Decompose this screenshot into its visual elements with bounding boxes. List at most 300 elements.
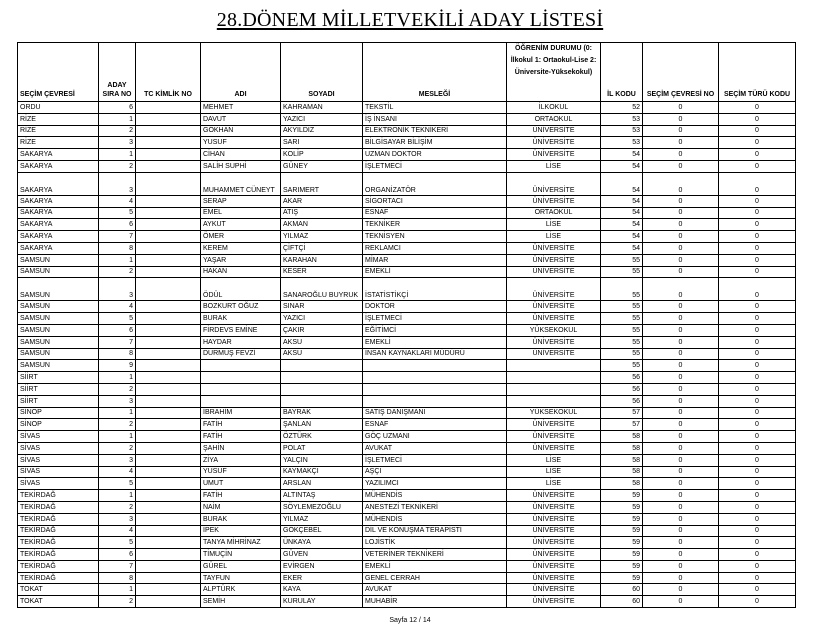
table-row: [18, 348, 796, 360]
cell-soyadi: POLAT: [281, 442, 363, 454]
cell-soyadi: AKAR: [281, 195, 363, 207]
cell-il-kodu: 59: [601, 560, 643, 572]
cell-meslegi: İNSAN KAYNAKLARI MÜDÜRÜ: [363, 348, 507, 360]
cell-aday-sira-no: 2: [99, 419, 136, 431]
cell-ogrenim-durumu: ÜNİVERSİTE: [507, 278, 601, 301]
cell-secim-cevresi: TEKİRDAĞ: [18, 490, 99, 502]
cell-il-kodu: 55: [601, 278, 643, 301]
cell-secim-cevresi-no: 0: [643, 395, 719, 407]
cell-il-kodu: 52: [601, 102, 643, 114]
cell-adi: YAŞAR: [201, 254, 281, 266]
cell-adi: DAVUT: [201, 113, 281, 125]
cell-tc-kimlik-no: [136, 360, 201, 372]
cell-secim-cevresi: SİVAS: [18, 466, 99, 478]
header-il-kodu: İL KODU: [601, 43, 643, 102]
cell-secim-cevresi-no: 0: [643, 113, 719, 125]
cell-ogrenim-durumu: ÜNİVERSİTE: [507, 336, 601, 348]
cell-ogrenim-durumu: İLKOKUL: [507, 102, 601, 114]
cell-secim-turu-kodu: 0: [719, 513, 796, 525]
table-row: [18, 149, 796, 161]
cell-secim-cevresi-no: 0: [643, 549, 719, 561]
cell-ogrenim-durumu: LİSE: [507, 454, 601, 466]
table-row: [18, 596, 796, 608]
cell-adi: İBRAHİM: [201, 407, 281, 419]
cell-ogrenim-durumu: YÜKSEKOKUL: [507, 324, 601, 336]
cell-tc-kimlik-no: [136, 442, 201, 454]
cell-secim-turu-kodu: 0: [719, 395, 796, 407]
cell-secim-cevresi-no: 0: [643, 537, 719, 549]
cell-aday-sira-no: 3: [99, 454, 136, 466]
cell-tc-kimlik-no: [136, 242, 201, 254]
cell-ogrenim-durumu: ÜNİVERSİTE: [507, 572, 601, 584]
cell-soyadi: ARSLAN: [281, 478, 363, 490]
cell-tc-kimlik-no: [136, 372, 201, 384]
cell-secim-cevresi-no: 0: [643, 454, 719, 466]
cell-secim-turu-kodu: 0: [719, 160, 796, 172]
cell-secim-cevresi: SAKARYA: [18, 149, 99, 161]
cell-adi: DURMUŞ FEVZİ: [201, 348, 281, 360]
cell-aday-sira-no: 4: [99, 301, 136, 313]
header-secim-cevresi-no: SEÇİM ÇEVRESİ NO: [643, 43, 719, 102]
cell-secim-turu-kodu: 0: [719, 501, 796, 513]
cell-adi: FATİH: [201, 490, 281, 502]
cell-secim-turu-kodu: 0: [719, 324, 796, 336]
cell-adi: MEHMET: [201, 102, 281, 114]
cell-secim-cevresi-no: 0: [643, 301, 719, 313]
table-row: [18, 231, 796, 243]
cell-secim-cevresi-no: 0: [643, 195, 719, 207]
cell-secim-cevresi: SAKARYA: [18, 207, 99, 219]
cell-secim-cevresi-no: 0: [643, 560, 719, 572]
cell-secim-cevresi-no: 0: [643, 160, 719, 172]
cell-ogrenim-durumu: ÜNİVERSİTE: [507, 242, 601, 254]
cell-aday-sira-no: 8: [99, 572, 136, 584]
cell-ogrenim-durumu: ÜNİVERSİTE: [507, 137, 601, 149]
cell-meslegi: ESNAF: [363, 419, 507, 431]
table-row: [18, 137, 796, 149]
cell-secim-turu-kodu: 0: [719, 113, 796, 125]
cell-ogrenim-durumu: [507, 372, 601, 384]
cell-secim-turu-kodu: 0: [719, 348, 796, 360]
cell-il-kodu: 55: [601, 324, 643, 336]
cell-adi: SEMİH: [201, 596, 281, 608]
cell-soyadi: AKYILDIZ: [281, 125, 363, 137]
cell-secim-turu-kodu: 0: [719, 149, 796, 161]
cell-aday-sira-no: 1: [99, 113, 136, 125]
cell-soyadi: KESER: [281, 266, 363, 278]
cell-il-kodu: 55: [601, 301, 643, 313]
cell-tc-kimlik-no: [136, 454, 201, 466]
table-row: [18, 360, 796, 372]
cell-il-kodu: 58: [601, 466, 643, 478]
cell-secim-cevresi-no: 0: [643, 431, 719, 443]
cell-il-kodu: 54: [601, 172, 643, 195]
cell-secim-cevresi: SİNOP: [18, 407, 99, 419]
cell-il-kodu: 57: [601, 419, 643, 431]
cell-tc-kimlik-no: [136, 490, 201, 502]
table-row: [18, 195, 796, 207]
table-row: [18, 549, 796, 561]
cell-meslegi: TEKNİSYEN: [363, 231, 507, 243]
cell-tc-kimlik-no: [136, 102, 201, 114]
cell-secim-turu-kodu: 0: [719, 596, 796, 608]
cell-secim-cevresi: SAMSUN: [18, 313, 99, 325]
cell-secim-cevresi-no: 0: [643, 596, 719, 608]
cell-secim-cevresi-no: 0: [643, 102, 719, 114]
table-row: [18, 395, 796, 407]
cell-meslegi: ORGANİZATÖR: [363, 172, 507, 195]
header-adi: ADI: [201, 43, 281, 102]
table-row: [18, 102, 796, 114]
cell-secim-cevresi-no: 0: [643, 149, 719, 161]
cell-aday-sira-no: 2: [99, 501, 136, 513]
cell-secim-cevresi: SİNOP: [18, 419, 99, 431]
cell-secim-turu-kodu: 0: [719, 266, 796, 278]
cell-secim-cevresi-no: 0: [643, 466, 719, 478]
cell-aday-sira-no: 4: [99, 195, 136, 207]
cell-secim-cevresi-no: 0: [643, 313, 719, 325]
cell-meslegi: İŞLETMECİ: [363, 454, 507, 466]
cell-secim-turu-kodu: 0: [719, 383, 796, 395]
cell-secim-cevresi-no: 0: [643, 513, 719, 525]
cell-il-kodu: 58: [601, 454, 643, 466]
cell-il-kodu: 59: [601, 501, 643, 513]
cell-soyadi: AKSU: [281, 348, 363, 360]
cell-secim-cevresi: RİZE: [18, 113, 99, 125]
cell-aday-sira-no: 7: [99, 560, 136, 572]
cell-ogrenim-durumu: ÜNİVERSİTE: [507, 313, 601, 325]
header-tc-kimlik-no: TC KİMLİK NO: [136, 43, 201, 102]
cell-aday-sira-no: 6: [99, 219, 136, 231]
cell-tc-kimlik-no: [136, 584, 201, 596]
cell-soyadi: [281, 395, 363, 407]
cell-secim-cevresi-no: 0: [643, 525, 719, 537]
cell-ogrenim-durumu: ÜNİVERSİTE: [507, 149, 601, 161]
cell-soyadi: ÖZTÜRK: [281, 431, 363, 443]
cell-tc-kimlik-no: [136, 313, 201, 325]
cell-soyadi: KAYA: [281, 584, 363, 596]
cell-soyadi: AKMAN: [281, 219, 363, 231]
cell-soyadi: KAYMAKÇI: [281, 466, 363, 478]
cell-aday-sira-no: 1: [99, 584, 136, 596]
cell-il-kodu: 58: [601, 478, 643, 490]
cell-soyadi: GÖKÇEBEL: [281, 525, 363, 537]
cell-meslegi: DİL VE KONUŞMA TERAPİSTİ: [363, 525, 507, 537]
cell-meslegi: VETERİNER TEKNİKERİ: [363, 549, 507, 561]
cell-secim-cevresi: SİVAS: [18, 478, 99, 490]
cell-secim-turu-kodu: 0: [719, 478, 796, 490]
cell-tc-kimlik-no: [136, 195, 201, 207]
cell-adi: ŞAHİN: [201, 442, 281, 454]
cell-adi: FİRDEVS EMİNE: [201, 324, 281, 336]
cell-adi: SALİH SUPHİ: [201, 160, 281, 172]
cell-secim-turu-kodu: 0: [719, 407, 796, 419]
table-row: [18, 160, 796, 172]
cell-meslegi: REKLAMCI: [363, 242, 507, 254]
cell-meslegi: [363, 395, 507, 407]
cell-soyadi: SINAR: [281, 301, 363, 313]
table-row: [18, 207, 796, 219]
cell-tc-kimlik-no: [136, 231, 201, 243]
table-row: [18, 419, 796, 431]
cell-ogrenim-durumu: ÜNİVERSİTE: [507, 419, 601, 431]
cell-meslegi: ELEKTRONİK TEKNİKERİ: [363, 125, 507, 137]
cell-soyadi: [281, 360, 363, 372]
cell-il-kodu: 55: [601, 266, 643, 278]
cell-secim-cevresi-no: 0: [643, 490, 719, 502]
cell-secim-cevresi-no: 0: [643, 278, 719, 301]
table-row: [18, 172, 796, 195]
cell-secim-cevresi: SAMSUN: [18, 360, 99, 372]
cell-tc-kimlik-no: [136, 172, 201, 195]
cell-aday-sira-no: 5: [99, 478, 136, 490]
cell-adi: ÖMER: [201, 231, 281, 243]
cell-secim-cevresi-no: 0: [643, 137, 719, 149]
cell-aday-sira-no: 5: [99, 313, 136, 325]
cell-il-kodu: 59: [601, 513, 643, 525]
cell-tc-kimlik-no: [136, 336, 201, 348]
cell-ogrenim-durumu: ORTAOKUL: [507, 207, 601, 219]
cell-secim-cevresi-no: 0: [643, 324, 719, 336]
header-secim-turu-kodu: SEÇİM TÜRÜ KODU: [719, 43, 796, 102]
table-row: [18, 490, 796, 502]
cell-il-kodu: 59: [601, 549, 643, 561]
cell-adi: İPEK: [201, 525, 281, 537]
cell-adi: TANYA MİHRİNAZ: [201, 537, 281, 549]
cell-ogrenim-durumu: YÜKSEKOKUL: [507, 407, 601, 419]
cell-aday-sira-no: 8: [99, 348, 136, 360]
cell-secim-cevresi: SİVAS: [18, 442, 99, 454]
cell-aday-sira-no: 3: [99, 513, 136, 525]
cell-secim-turu-kodu: 0: [719, 490, 796, 502]
header-meslegi: MESLEĞİ: [363, 43, 507, 102]
cell-adi: ZİYA: [201, 454, 281, 466]
cell-meslegi: TEKSTİL: [363, 102, 507, 114]
cell-soyadi: KURULAY: [281, 596, 363, 608]
table-row: [18, 278, 796, 301]
cell-aday-sira-no: 7: [99, 231, 136, 243]
cell-secim-turu-kodu: 0: [719, 442, 796, 454]
cell-secim-cevresi-no: 0: [643, 172, 719, 195]
cell-secim-turu-kodu: 0: [719, 102, 796, 114]
cell-soyadi: ÜNKAYA: [281, 537, 363, 549]
cell-ogrenim-durumu: ÜNİVERSİTE: [507, 584, 601, 596]
cell-soyadi: SARIMERT: [281, 172, 363, 195]
cell-il-kodu: 59: [601, 490, 643, 502]
cell-soyadi: YAZICI: [281, 313, 363, 325]
cell-tc-kimlik-no: [136, 113, 201, 125]
cell-ogrenim-durumu: ÜNİVERSİTE: [507, 537, 601, 549]
cell-adi: BURAK: [201, 513, 281, 525]
cell-tc-kimlik-no: [136, 560, 201, 572]
cell-aday-sira-no: 2: [99, 442, 136, 454]
cell-il-kodu: 58: [601, 431, 643, 443]
cell-meslegi: GÖÇ UZMANI: [363, 431, 507, 443]
table-row: [18, 254, 796, 266]
cell-secim-cevresi: SİVAS: [18, 431, 99, 443]
cell-secim-cevresi-no: 0: [643, 125, 719, 137]
table-row: [18, 560, 796, 572]
cell-soyadi: ÇAKIR: [281, 324, 363, 336]
cell-secim-turu-kodu: 0: [719, 195, 796, 207]
cell-meslegi: [363, 360, 507, 372]
cell-adi: [201, 372, 281, 384]
cell-secim-cevresi-no: 0: [643, 360, 719, 372]
cell-secim-cevresi-no: 0: [643, 419, 719, 431]
cell-ogrenim-durumu: ÜNİVERSİTE: [507, 125, 601, 137]
cell-adi: [201, 383, 281, 395]
cell-aday-sira-no: 3: [99, 172, 136, 195]
table-row: [18, 242, 796, 254]
cell-meslegi: MÜHENDİS: [363, 490, 507, 502]
cell-ogrenim-durumu: LİSE: [507, 219, 601, 231]
cell-tc-kimlik-no: [136, 160, 201, 172]
cell-secim-cevresi: ORDU: [18, 102, 99, 114]
cell-adi: KEREM: [201, 242, 281, 254]
cell-secim-turu-kodu: 0: [719, 466, 796, 478]
page-number: Sayfa 12 / 14: [389, 617, 431, 624]
cell-ogrenim-durumu: ÜNİVERSİTE: [507, 490, 601, 502]
cell-meslegi: BİLGİSAYAR BİLİŞİM: [363, 137, 507, 149]
cell-tc-kimlik-no: [136, 549, 201, 561]
cell-tc-kimlik-no: [136, 478, 201, 490]
table-row: [18, 301, 796, 313]
cell-tc-kimlik-no: [136, 207, 201, 219]
cell-secim-cevresi-no: 0: [643, 478, 719, 490]
cell-ogrenim-durumu: ÜNİVERSİTE: [507, 525, 601, 537]
cell-secim-turu-kodu: 0: [719, 125, 796, 137]
cell-aday-sira-no: 6: [99, 324, 136, 336]
cell-aday-sira-no: 2: [99, 160, 136, 172]
cell-meslegi: İSTATİSTİKÇİ: [363, 278, 507, 301]
cell-tc-kimlik-no: [136, 383, 201, 395]
cell-tc-kimlik-no: [136, 501, 201, 513]
cell-meslegi: GENEL CERRAH: [363, 572, 507, 584]
cell-secim-cevresi: TEKİRDAĞ: [18, 501, 99, 513]
table-row: [18, 584, 796, 596]
cell-secim-cevresi: SAKARYA: [18, 172, 99, 195]
cell-aday-sira-no: 2: [99, 596, 136, 608]
cell-soyadi: YILMAZ: [281, 513, 363, 525]
cell-secim-cevresi: TEKİRDAĞ: [18, 572, 99, 584]
cell-aday-sira-no: 4: [99, 525, 136, 537]
cell-secim-turu-kodu: 0: [719, 207, 796, 219]
table-row: [18, 466, 796, 478]
cell-secim-cevresi-no: 0: [643, 336, 719, 348]
cell-soyadi: GÜVEN: [281, 549, 363, 561]
cell-secim-cevresi: TEKİRDAĞ: [18, 513, 99, 525]
cell-soyadi: SANAROĞLU BUYRUK: [281, 278, 363, 301]
cell-meslegi: UZMAN DOKTOR: [363, 149, 507, 161]
cell-adi: [201, 360, 281, 372]
cell-meslegi: İŞLETMECİ: [363, 313, 507, 325]
cell-secim-cevresi: TEKİRDAĞ: [18, 525, 99, 537]
cell-aday-sira-no: 3: [99, 395, 136, 407]
cell-soyadi: SÖYLEMEZOĞLU: [281, 501, 363, 513]
cell-soyadi: SARI: [281, 137, 363, 149]
cell-meslegi: MUHABİR: [363, 596, 507, 608]
cell-soyadi: YILMAZ: [281, 231, 363, 243]
cell-il-kodu: 56: [601, 383, 643, 395]
cell-adi: GÜREL: [201, 560, 281, 572]
cell-meslegi: LOJİSTİK: [363, 537, 507, 549]
cell-meslegi: AVUKAT: [363, 442, 507, 454]
cell-secim-cevresi: SAKARYA: [18, 195, 99, 207]
cell-tc-kimlik-no: [136, 125, 201, 137]
cell-tc-kimlik-no: [136, 596, 201, 608]
cell-il-kodu: 54: [601, 242, 643, 254]
cell-meslegi: [363, 383, 507, 395]
cell-adi: FATİH: [201, 419, 281, 431]
cell-secim-cevresi-no: 0: [643, 266, 719, 278]
cell-secim-turu-kodu: 0: [719, 254, 796, 266]
cell-secim-cevresi: SAMSUN: [18, 254, 99, 266]
cell-secim-cevresi: SAMSUN: [18, 324, 99, 336]
cell-secim-cevresi-no: 0: [643, 348, 719, 360]
cell-adi: YUSUF: [201, 137, 281, 149]
cell-secim-turu-kodu: 0: [719, 242, 796, 254]
cell-adi: BURAK: [201, 313, 281, 325]
cell-tc-kimlik-no: [136, 301, 201, 313]
cell-aday-sira-no: 9: [99, 360, 136, 372]
cell-ogrenim-durumu: ÜNİVERSİTE: [507, 195, 601, 207]
cell-adi: TİMUÇİN: [201, 549, 281, 561]
cell-secim-cevresi: SAMSUN: [18, 348, 99, 360]
cell-adi: MUHAMMET CÜNEYT: [201, 172, 281, 195]
table-row: [18, 336, 796, 348]
table-row: [18, 431, 796, 443]
cell-adi: SERAP: [201, 195, 281, 207]
cell-aday-sira-no: 1: [99, 407, 136, 419]
cell-ogrenim-durumu: [507, 383, 601, 395]
cell-tc-kimlik-no: [136, 395, 201, 407]
cell-tc-kimlik-no: [136, 254, 201, 266]
cell-il-kodu: 60: [601, 596, 643, 608]
cell-soyadi: AKSU: [281, 336, 363, 348]
cell-tc-kimlik-no: [136, 149, 201, 161]
cell-meslegi: TEKNİKER: [363, 219, 507, 231]
cell-il-kodu: 56: [601, 395, 643, 407]
cell-secim-cevresi: SİİRT: [18, 395, 99, 407]
cell-meslegi: ESNAF: [363, 207, 507, 219]
cell-aday-sira-no: 1: [99, 490, 136, 502]
cell-tc-kimlik-no: [136, 324, 201, 336]
cell-adi: HAYDAR: [201, 336, 281, 348]
cell-ogrenim-durumu: ÜNİVERSİTE: [507, 513, 601, 525]
cell-meslegi: EMEKLİ: [363, 560, 507, 572]
cell-il-kodu: 54: [601, 149, 643, 161]
cell-il-kodu: 55: [601, 313, 643, 325]
cell-ogrenim-durumu: LİSE: [507, 466, 601, 478]
cell-aday-sira-no: 1: [99, 254, 136, 266]
cell-secim-cevresi: SAKARYA: [18, 242, 99, 254]
cell-ogrenim-durumu: ÜNİVERSİTE: [507, 501, 601, 513]
cell-aday-sira-no: 3: [99, 137, 136, 149]
cell-aday-sira-no: 2: [99, 125, 136, 137]
cell-adi: AYKUT: [201, 219, 281, 231]
cell-secim-turu-kodu: 0: [719, 336, 796, 348]
cell-soyadi: YAZICI: [281, 113, 363, 125]
cell-secim-cevresi-no: 0: [643, 407, 719, 419]
cell-il-kodu: 59: [601, 572, 643, 584]
cell-adi: FATİH: [201, 431, 281, 443]
cell-tc-kimlik-no: [136, 513, 201, 525]
cell-ogrenim-durumu: ÜNİVERSİTE: [507, 301, 601, 313]
cell-secim-cevresi: TOKAT: [18, 596, 99, 608]
cell-il-kodu: 60: [601, 584, 643, 596]
cell-soyadi: [281, 383, 363, 395]
cell-meslegi: [363, 372, 507, 384]
